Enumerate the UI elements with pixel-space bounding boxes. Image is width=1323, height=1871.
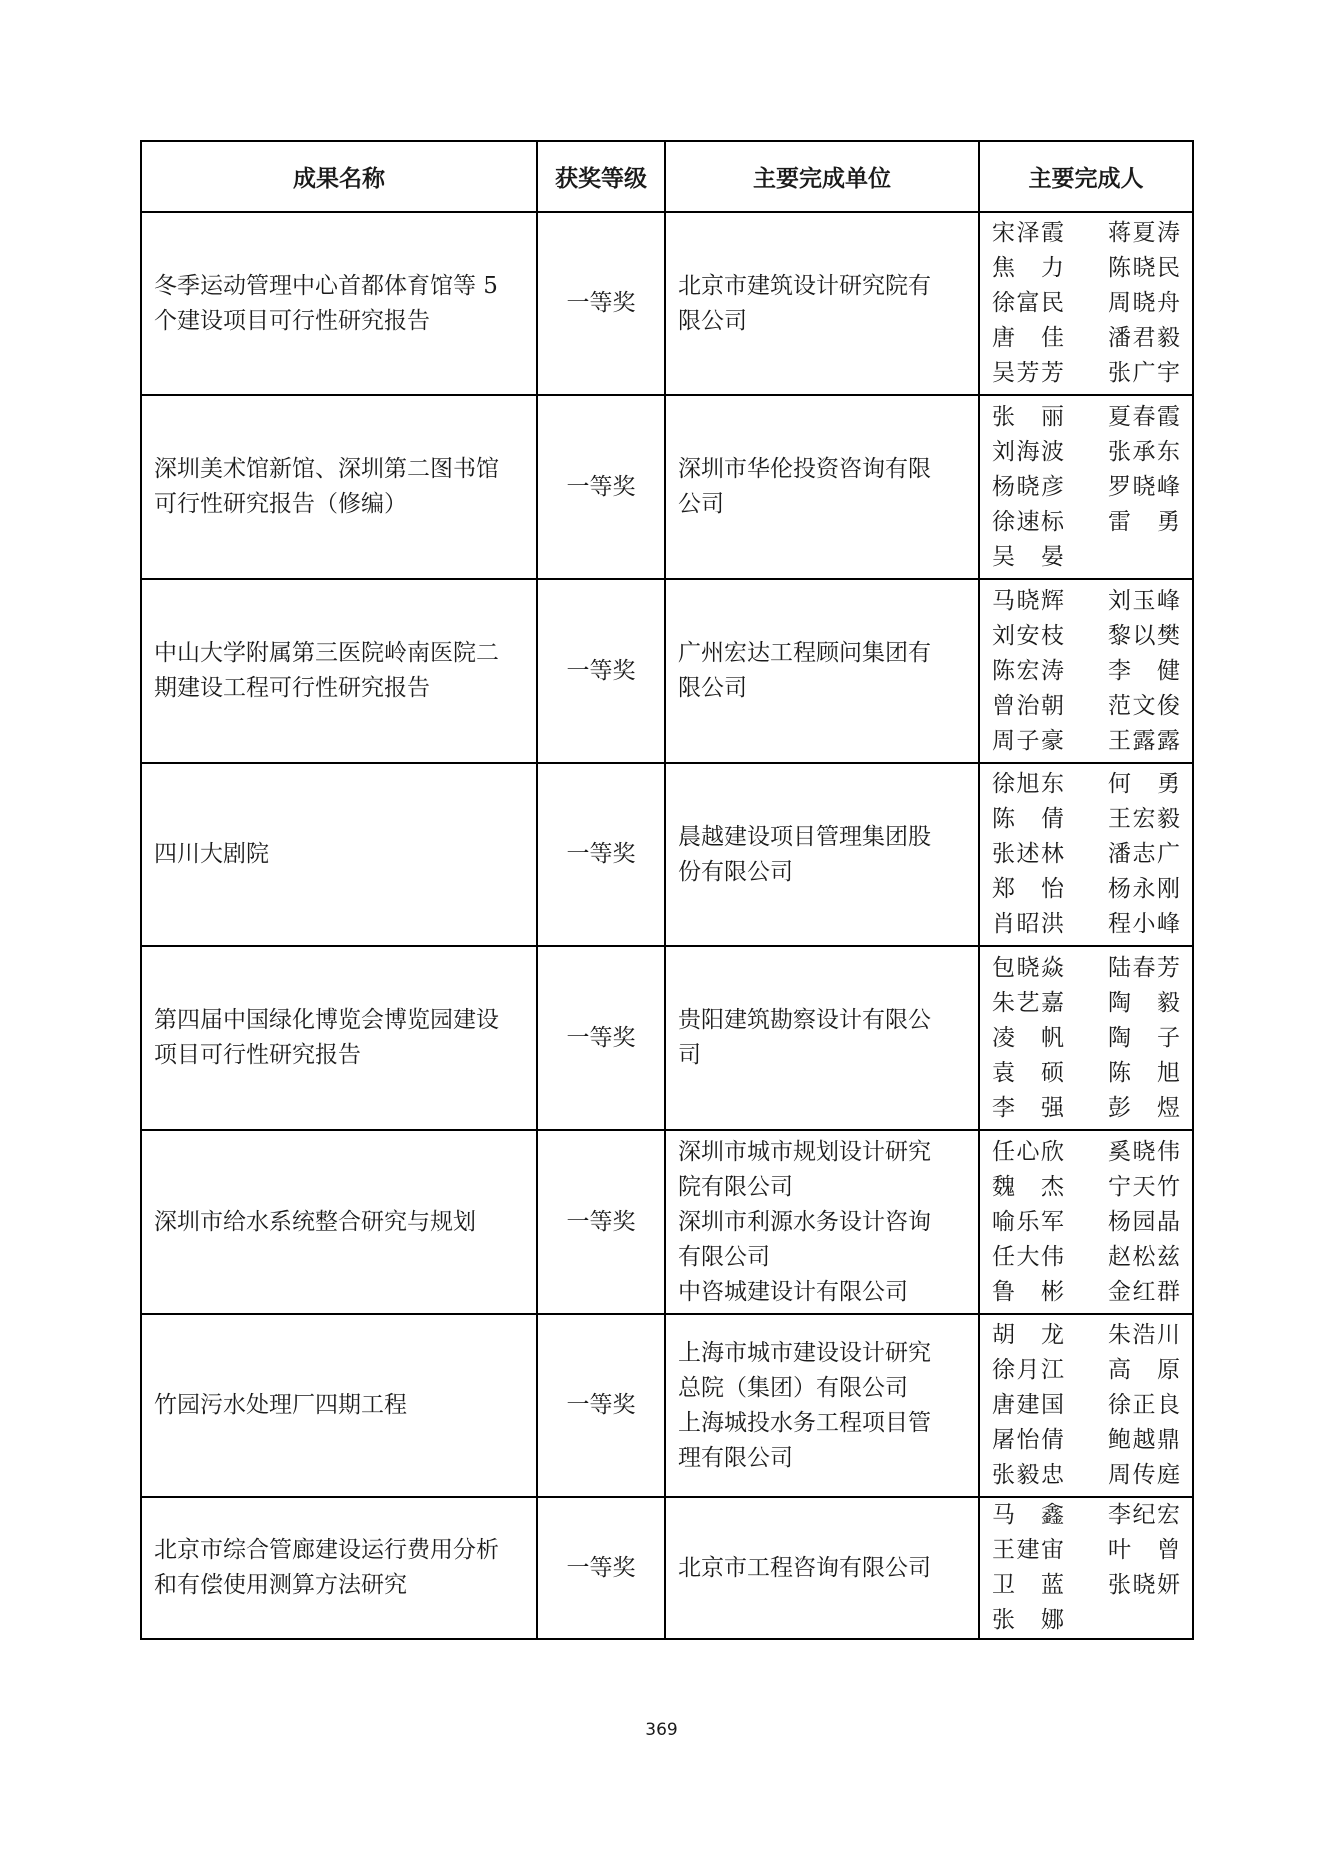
person-name: 马 鑫 [992,1502,1064,1528]
completing-unit-line: 北京市建筑设计研究院有 [678,272,931,299]
person-name: 魏 杰 [992,1173,1064,1200]
project-name-line: 期建设工程可行性研究报告 [154,675,430,701]
person-name: 唐建国 [992,1392,1064,1418]
person-name: 何 勇 [1108,771,1180,797]
person-name: 任大伟 [992,1243,1064,1270]
completing-unit-cell [665,763,979,946]
person-name: 潘君毅 [1108,325,1180,351]
completing-unit-line: 贵阳建筑勘察设计有限公 [678,1007,931,1033]
page-number: 369 [645,1720,678,1740]
award-level-cell: 一等奖 [537,1130,665,1314]
person-name: 鲍越鼎 [1108,1427,1180,1453]
project-name-cell [141,212,537,395]
person-name: 杨永刚 [1108,876,1180,902]
project-name-cell [141,763,537,946]
project-name-line: 和有偿使用测算方法研究 [154,1572,407,1598]
header-unit: 主要完成单位 [665,141,979,212]
completing-unit-line: 广州宏达工程顾问集团有 [678,640,931,666]
person-pair [992,1170,1180,1205]
person-pair [992,540,1180,575]
person-name: 陈晓民 [1108,255,1180,281]
person-pair [992,1353,1180,1388]
person-name: 黎以樊 [1108,622,1180,649]
person-pair [992,1603,1180,1638]
completing-people-cell [979,946,1193,1130]
person-name: 马晓辉 [992,587,1064,614]
person-name: 朱浩川 [1108,1322,1180,1348]
completing-people-cell [979,1130,1193,1314]
person-name: 吴芳芳 [992,360,1064,386]
award-level-cell: 一等奖 [537,579,665,763]
person-pair [992,654,1180,689]
person-name: 潘志广 [1108,841,1180,867]
completing-unit-cell [665,212,979,395]
project-name-line: 中山大学附属第三医院岭南医院二 [154,640,499,666]
person-name: 张毅忠 [992,1462,1064,1488]
person-pair [992,321,1180,356]
completing-people-cell [979,1314,1193,1497]
person-pair [992,837,1180,872]
completing-unit-cell [665,1314,979,1497]
person-pair [992,907,1180,942]
person-pair [992,435,1180,470]
person-name: 卫 蓝 [992,1572,1064,1598]
award-level-cell: 一等奖 [537,1314,665,1497]
person-pair [992,251,1180,286]
person-name: 陈宏涛 [992,657,1064,684]
completing-people-cell [979,395,1193,579]
completing-people-cell [979,1497,1193,1639]
person-name: 周晓舟 [1108,290,1180,316]
person-name: 吴 晏 [992,543,1064,570]
person-name: 彭 煜 [1108,1094,1180,1121]
person-pair [992,1135,1180,1170]
person-pair [992,1275,1180,1310]
table-row [141,1130,1193,1314]
person-name: 范文俊 [1108,692,1180,719]
completing-unit-line: 公司 [678,491,724,517]
project-name-line: 冬季运动管理中心首都体育馆等 5 [154,272,498,299]
completing-unit-line: 深圳市利源水务设计咨询 [678,1208,931,1235]
project-name-line: 北京市综合管廊建设运行费用分析 [154,1537,499,1563]
person-pair [992,724,1180,759]
person-pair [992,619,1180,654]
person-name: 包晓焱 [992,954,1064,981]
person-name: 赵松兹 [1108,1243,1180,1270]
person-pair [992,400,1180,435]
completing-unit-cell [665,946,979,1130]
person-pair [992,689,1180,724]
person-pair [992,1240,1180,1275]
project-name-line: 四川大剧院 [154,841,269,867]
award-level-cell: 一等奖 [537,212,665,395]
person-pair [992,356,1180,391]
project-name-cell [141,946,537,1130]
completing-unit-cell [665,395,979,579]
person-name: 陶 子 [1108,1024,1180,1051]
completing-unit-line: 限公司 [678,675,747,701]
award-level-cell: 一等奖 [537,1497,665,1639]
person-pair [992,505,1180,540]
table-row [141,1497,1193,1639]
person-pair [992,1423,1180,1458]
person-name: 刘海波 [992,438,1064,465]
person-name: 张晓妍 [1108,1572,1180,1598]
completing-unit-line: 份有限公司 [678,858,793,885]
person-name: 王露露 [1108,727,1180,754]
person-name: 张 娜 [992,1607,1064,1633]
person-name: 李 强 [992,1094,1064,1121]
person-pair [992,1091,1180,1126]
person-name: 张承东 [1108,438,1180,465]
person-pair [992,1568,1180,1603]
completing-unit-cell [665,1130,979,1314]
completing-unit-line: 深圳市城市规划设计研究 [678,1138,931,1165]
person-pair [992,216,1180,251]
person-name: 李纪宏 [1108,1502,1180,1528]
completing-people-cell [979,579,1193,763]
table-row [141,946,1193,1130]
completing-people-cell [979,763,1193,946]
person-name: 杨晓彦 [992,473,1064,500]
person-name: 肖昭洪 [992,911,1064,937]
project-name-line: 第四届中国绿化博览会博览园建设 [154,1007,499,1033]
person-name: 喻乐军 [992,1208,1064,1235]
person-name: 叶 曾 [1108,1537,1180,1563]
header-level: 获奖等级 [537,141,665,212]
header-name: 成果名称 [141,141,537,212]
project-name-cell [141,395,537,579]
person-name: 陈 倩 [992,806,1064,832]
award-rows [141,212,1193,1639]
project-name-line: 个建设项目可行性研究报告 [154,307,430,334]
completing-unit-line: 院有限公司 [678,1173,793,1200]
person-name: 王宏毅 [1108,806,1180,832]
person-name: 周传庭 [1108,1462,1180,1488]
person-name: 张广宇 [1108,360,1180,386]
person-name: 徐富民 [992,290,1064,316]
award-level-cell: 一等奖 [537,763,665,946]
completing-unit-line: 总院（集团）有限公司 [678,1374,908,1401]
completing-unit-line: 中咨城建设计有限公司 [678,1278,908,1305]
award-level-cell: 一等奖 [537,395,665,579]
person-name: 程小峰 [1108,911,1180,937]
completing-unit-line: 理有限公司 [678,1444,793,1471]
person-pair [992,1458,1180,1493]
person-name: 任心欣 [992,1138,1064,1165]
person-name: 刘玉峰 [1108,587,1180,614]
person-name [1108,540,1180,575]
person-name: 罗晓峰 [1108,473,1180,500]
completing-people-cell [979,212,1193,395]
completing-unit-line: 晨越建设项目管理集团股 [678,823,931,850]
project-name-cell [141,1314,537,1497]
completing-unit-line: 有限公司 [678,1243,770,1270]
person-name: 徐月江 [992,1357,1064,1383]
header-people: 主要完成人 [979,141,1193,212]
person-pair [992,584,1180,619]
person-pair [992,951,1180,986]
project-name-cell [141,1497,537,1639]
project-name-line: 深圳美术馆新馆、深圳第二图书馆 [154,456,499,482]
person-name: 张述林 [992,841,1064,867]
table-row [141,763,1193,946]
person-name: 徐正良 [1108,1392,1180,1418]
award-level-cell: 一等奖 [537,946,665,1130]
completing-unit-cell [665,1497,979,1639]
person-name: 唐 佳 [992,325,1064,351]
person-name: 徐旭东 [992,771,1064,797]
person-pair [992,1533,1180,1568]
person-name: 刘安枝 [992,622,1064,649]
completing-unit-line: 限公司 [678,307,747,334]
person-pair [992,802,1180,837]
completing-unit-line: 北京市工程咨询有限公司 [678,1554,931,1581]
person-name: 金红群 [1108,1278,1180,1305]
person-name: 陆春芳 [1108,954,1180,981]
person-pair [992,1056,1180,1091]
person-name: 宁天竹 [1108,1173,1180,1200]
completing-unit-line: 司 [678,1042,701,1068]
person-name: 陶 毅 [1108,989,1180,1016]
person-name: 夏春霞 [1108,403,1180,430]
project-name-line: 可行性研究报告（修编） [154,491,407,517]
person-name: 袁 硕 [992,1059,1064,1086]
person-name: 陈 旭 [1108,1059,1180,1086]
person-name: 凌 帆 [992,1024,1064,1051]
person-pair [992,872,1180,907]
person-name: 张 丽 [992,403,1064,430]
completing-unit-line: 深圳市华伦投资咨询有限 [678,456,931,482]
person-name: 屠怡倩 [992,1427,1064,1453]
person-pair [992,767,1180,802]
person-pair [992,470,1180,505]
header-row [141,141,1193,212]
person-name: 曾治朝 [992,692,1064,719]
person-name [1108,1603,1180,1638]
completing-unit-line: 上海市城市建设设计研究 [678,1339,931,1366]
person-name: 蒋夏涛 [1108,220,1180,246]
person-pair [992,986,1180,1021]
table-row [141,212,1193,395]
table-row [141,579,1193,763]
person-pair [992,1318,1180,1353]
person-name: 胡 龙 [992,1322,1064,1348]
person-name: 周子豪 [992,727,1064,754]
person-pair [992,286,1180,321]
person-name: 杨园晶 [1108,1208,1180,1235]
person-name: 高 原 [1108,1357,1180,1383]
person-name: 朱艺嘉 [992,989,1064,1016]
project-name-line: 竹园污水处理厂四期工程 [154,1392,407,1418]
project-name-line: 项目可行性研究报告 [154,1042,361,1068]
awards-table [140,140,1194,1640]
person-pair [992,1498,1180,1533]
person-name: 奚晓伟 [1108,1138,1180,1165]
person-name: 王建宙 [992,1537,1064,1563]
person-name: 鲁 彬 [992,1278,1064,1305]
completing-unit-cell [665,579,979,763]
person-name: 李 健 [1108,657,1180,684]
person-name: 郑 怡 [992,876,1064,902]
completing-unit-line: 上海城投水务工程项目管 [678,1409,931,1436]
table-row [141,1314,1193,1497]
person-name: 焦 力 [992,255,1064,281]
project-name-line: 深圳市给水系统整合研究与规划 [154,1208,476,1235]
person-pair [992,1021,1180,1056]
project-name-cell [141,1130,537,1314]
table-row [141,395,1193,579]
project-name-cell [141,579,537,763]
person-name: 徐速标 [992,508,1064,535]
person-name: 宋泽霞 [992,220,1064,246]
person-pair [992,1388,1180,1423]
person-name: 雷 勇 [1108,508,1180,535]
person-pair [992,1205,1180,1240]
